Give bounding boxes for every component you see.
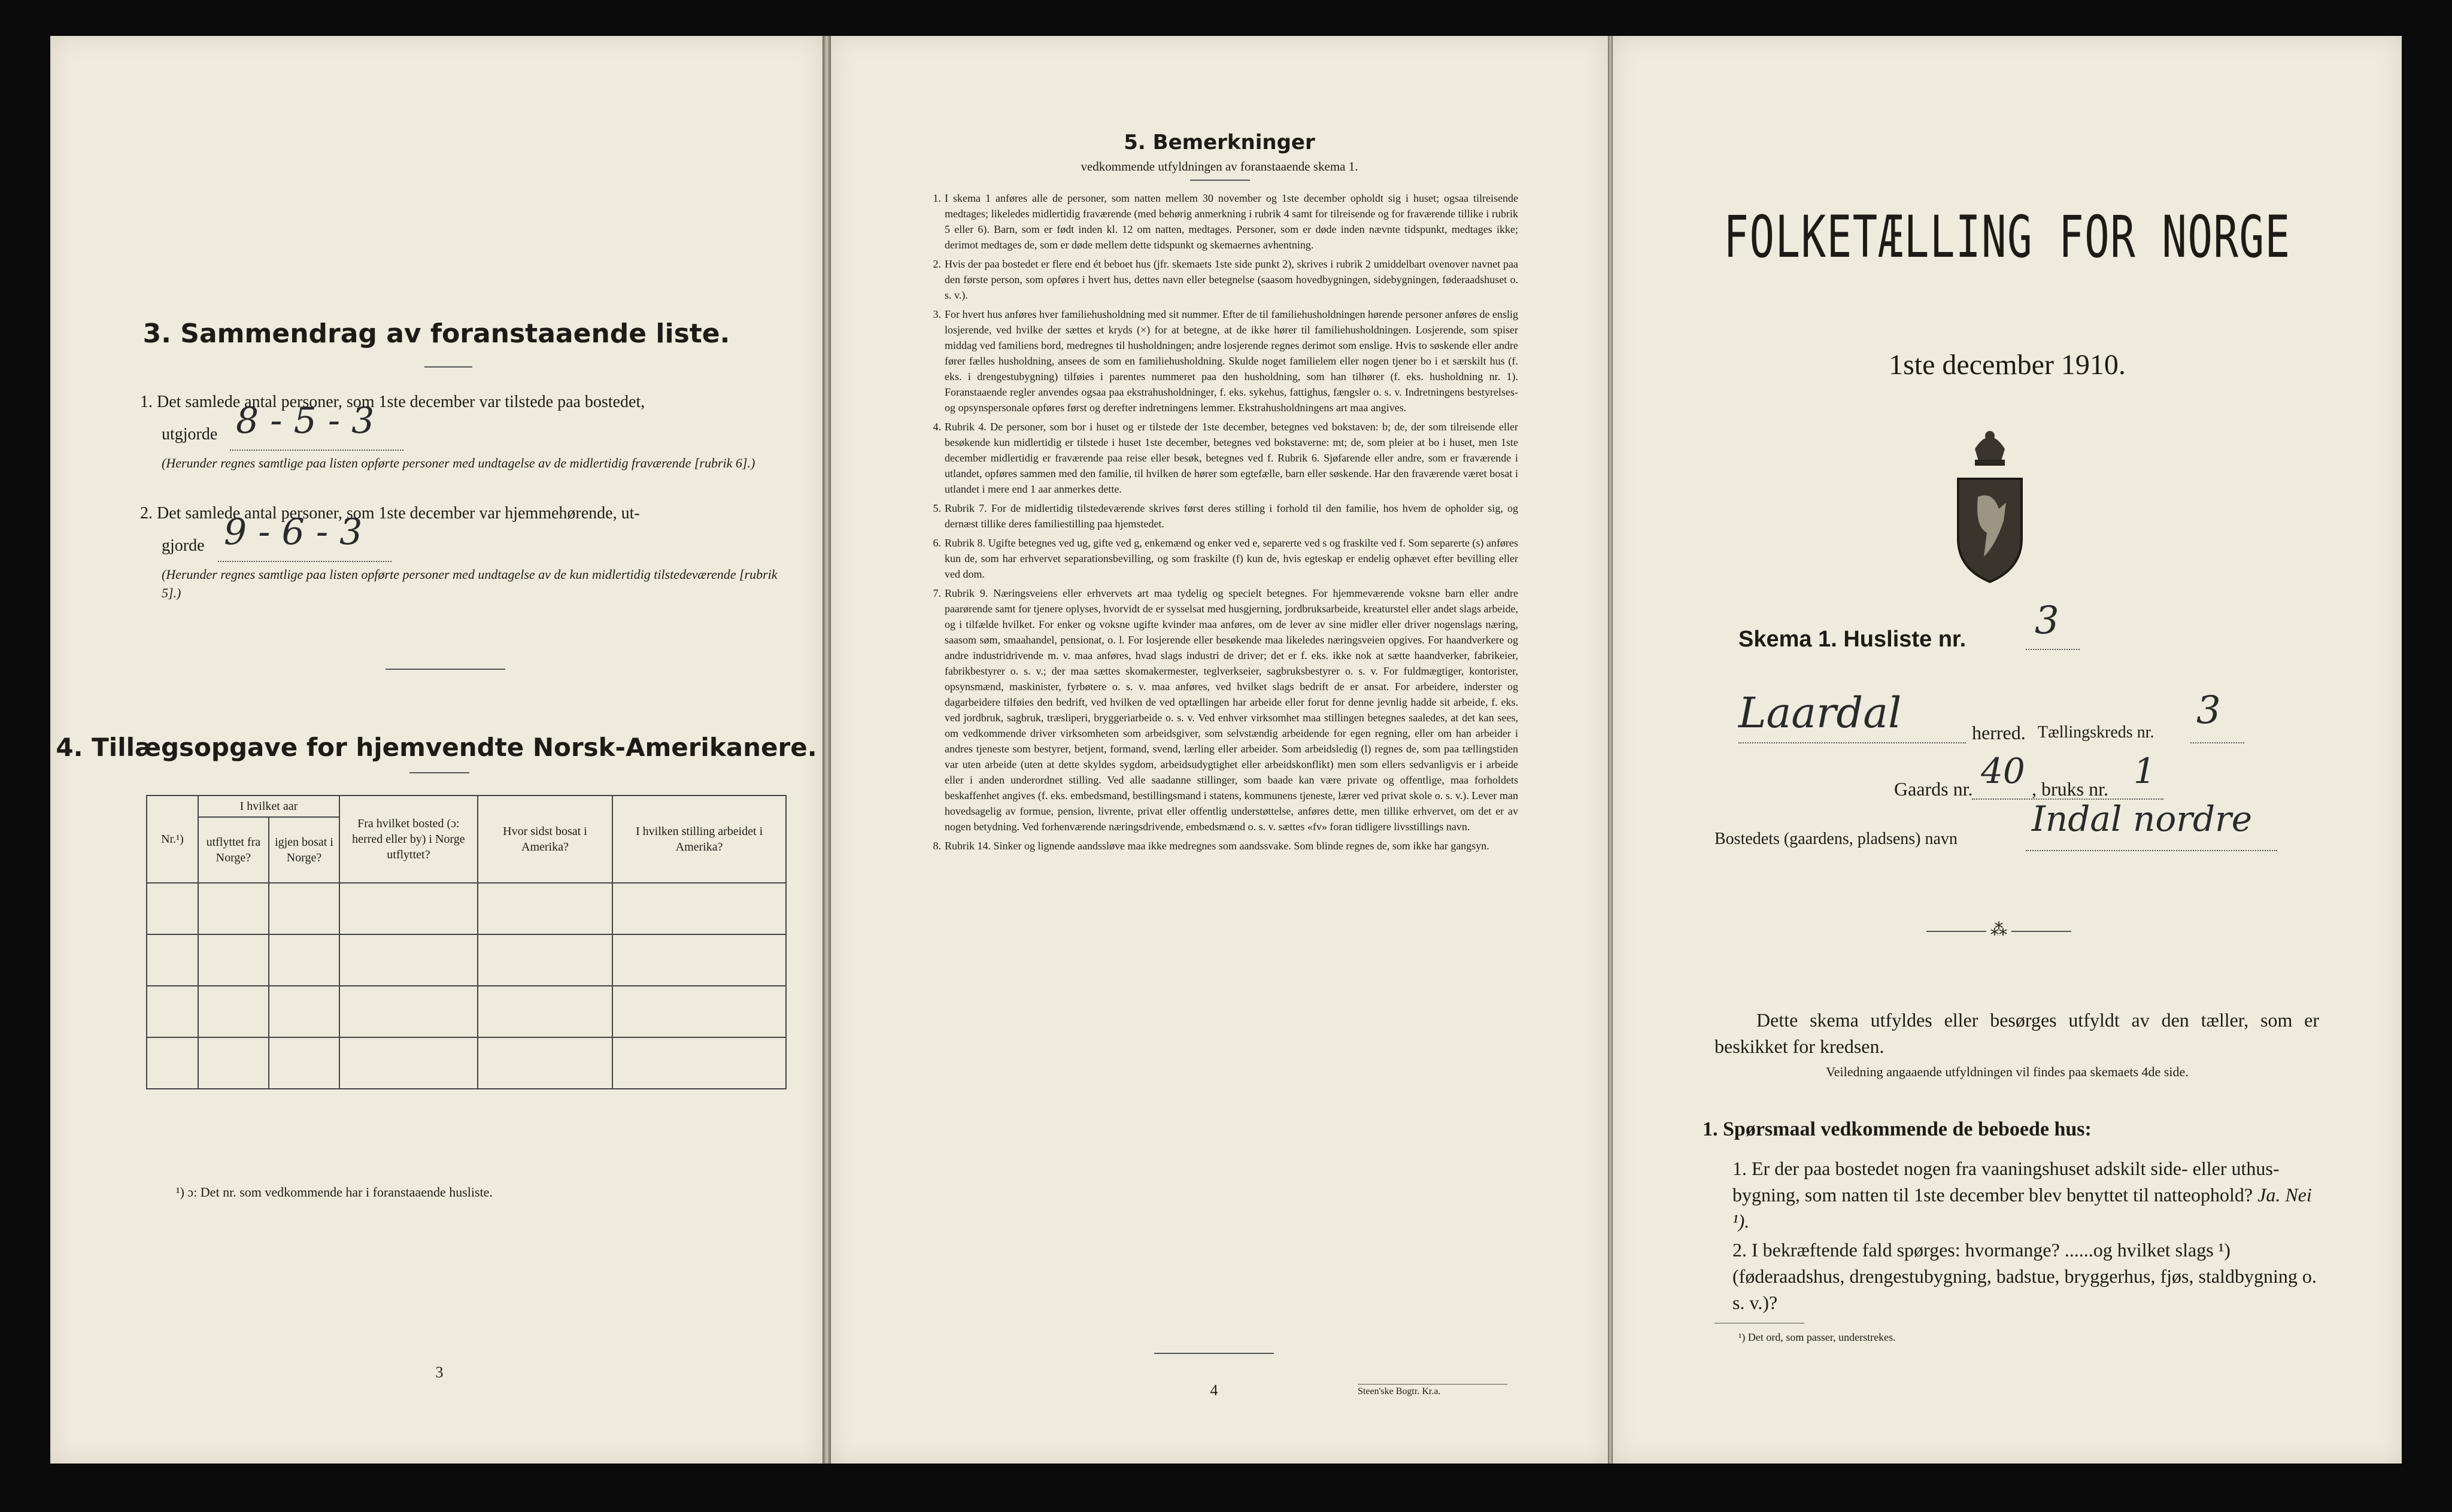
- q1-label: utgjorde: [162, 425, 218, 444]
- remark-text: Rubrik 7. For de midlertidig tilstedeværende skrives først deres stilling i forhold til den familie, hos hvem de opholder sig, og dernæst tillike deres familiestilling paa hjemstedet.: [945, 502, 1518, 530]
- q1-text: 1. Det samlede antal personer, som 1ste december var tilstede paa bostedet,: [140, 393, 645, 411]
- info-text: Dette skema utfyldes eller besørges utfyldt av den tæller, som er beskikket for kredsen.: [1714, 1009, 2319, 1057]
- page-fold: [823, 36, 831, 1464]
- bemerkninger-title: 5. Bemerkninger: [1124, 130, 1315, 154]
- remark-item: [920, 585, 1518, 834]
- page-4: [831, 36, 1608, 1464]
- bemerkninger-list: [920, 190, 1518, 857]
- main-title: FOLKETÆLLING FOR NORGE: [1723, 204, 2291, 271]
- bruks-label: , bruks nr.: [2032, 778, 2108, 800]
- table-row: [147, 986, 786, 1037]
- divider: [386, 669, 505, 670]
- remark-number: 7.: [933, 587, 941, 599]
- table-footnote: ¹) ɔ: Det nr. som vedkommende har i foranstaaende husliste.: [176, 1185, 493, 1200]
- page-fold: [1608, 36, 1613, 1464]
- bosted-handwritten: Indal nordre: [2032, 798, 2253, 839]
- remark-number: 6.: [933, 537, 941, 549]
- col-nr: Nr.¹): [147, 796, 198, 883]
- remark-item: [920, 535, 1518, 582]
- ornament: ⁂: [1924, 919, 2074, 940]
- remark-text: Rubrik 14. Sinker og lignende aandssløve maa ikke medregnes som aandssvake. Som blinde regnes de, som ikke har gangsyn.: [945, 840, 1489, 852]
- husliste-handwritten: 3: [2035, 599, 2059, 643]
- remark-item: [920, 306, 1518, 415]
- info-guide: Veiledning angaaende utfyldningen vil findes paa skemaets 4de side.: [1826, 1064, 2189, 1079]
- remark-item: [920, 256, 1518, 303]
- remark-number: 2.: [933, 258, 941, 270]
- q2-text: 2. Det samlede antal personer, som 1ste december var hjemmehørende, ut-: [140, 504, 640, 523]
- col-from: Fra hvilket bosted (ɔ: herred eller by) i Norge utflyttet?: [339, 796, 478, 883]
- printer-imprint: Steen'ske Bogtr. Kr.a.: [1358, 1386, 1441, 1396]
- question-1-answer: Ja. Nei ¹).: [1732, 1184, 2312, 1232]
- remark-item: [920, 838, 1518, 854]
- gaards-label: Gaards nr.: [1894, 778, 1973, 800]
- col-back: igjen bosat i Norge?: [269, 817, 339, 883]
- table-row: [147, 934, 786, 986]
- remark-number: 4.: [933, 421, 941, 433]
- norway-coat-of-arms-icon: [1951, 425, 2029, 587]
- sec3-title: 3. Sammendrag av foranstaaende liste.: [142, 318, 730, 349]
- table-row: [147, 1037, 786, 1089]
- sec4-title: 4. Tillægsopgave for hjemvendte Norsk-Amerikanere.: [56, 733, 817, 762]
- page-number: 3: [435, 1364, 444, 1381]
- remark-number: 1.: [933, 192, 941, 204]
- table-row: [147, 883, 786, 934]
- q2-label: gjorde: [162, 536, 205, 555]
- remark-text: Rubrik 8. Ugifte betegnes ved ug, gifte ved g, enkemænd og enker ved e, separerte ved s og fraskilte ved f. Som separerte (s) anføres kun de, som har erhvervet separationsbevilling, og som fraskilte (f) kun de, hvis egteskap er endelig ophævet efter bevilling eller ved dom.: [945, 537, 1518, 580]
- schema-label: Skema 1. Husliste nr.: [1738, 627, 1967, 652]
- col-where: Hvor sidst bosat i Amerika?: [478, 796, 612, 883]
- divider: [424, 366, 472, 368]
- page-1: [1613, 36, 2402, 1464]
- page-3: [50, 36, 823, 1464]
- col-group: I hvilket aar: [198, 796, 339, 817]
- bemerkninger-subtitle: vedkommende utfyldningen av foranstaaende skema 1.: [1081, 159, 1358, 174]
- question-2: 2. I bekræftende fald spørges: hvormange? ......og hvilket slags ¹) (føderaadshus, drengestubygning, badstue, bryggerhus, fjøs, staldbygning o. s. v.)?: [1732, 1239, 2317, 1313]
- page-1-footnote: ¹) Det ord, som passer, understrekes.: [1738, 1331, 1896, 1343]
- norsk-amerikanere-table: [146, 795, 787, 1089]
- krets-label: Tællingskreds nr.: [2038, 723, 2154, 742]
- q1-note: (Herunder regnes samtlige paa listen opførte personer med undtagelse av de midlertidig fraværende [rubrik 6].): [162, 456, 755, 470]
- questions-heading: 1. Spørsmaal vedkommende de beboede hus:: [1703, 1118, 2092, 1140]
- remark-text: Rubrik 4. De personer, som bor i huset og er tilstede der 1ste december, betegnes ved bokstaven: b; de, der som tilreisende eller besøkende kun midlertidig er tilstede i huset 1ste december, betegnes ved bokstaverne: mt; de, som pleier at bo i huset, men 1ste december midlertidig er fraværende paa reise eller besøk, betegnes ved f. Rubrik 6. Sjøfarende eller andre, som er fraværende i utlandet, opføres sammen med den familie, til hvilken de hører som egtefælle, barn eller søskende. Har den fraværende været bosat i utlandet i mere end 1 aar anmerkes dette.: [945, 421, 1518, 495]
- q2-handwritten: 9 - 6 - 3: [224, 511, 363, 553]
- remark-text: For hvert hus anføres hver familiehusholdning med sit nummer. Efter de til familiehusholdningen hørende personer anføres de enslig losjerende, ved hvilke der sættes et kryds (×) for at betegne, at de ikke hører til familiehusholdningen. Losjerende, som spiser middag ved familiens bord, medregnes til husholdningen; andre losjerende regnes derimot som enslige. Hvis to søskende eller andre fører fælles husholdning, ansees de som en familiehusholdning. Skulde noget familielem eller nogen tjener bo i et særskilt hus (f. eks. i drengestubygning) tilføies i parentes nummeret paa den husholdning, som han tilhører (f. eks. husholdning nr. 1). Foranstaaende regler anvendes ogsaa paa ekstrahusholdninger, f. eks. sykehus, fattighus, fængsler o. s. v. Indretningens bestyrelses- og opsynspersonale opføres først og derefter indretningens lemmer. Ekstrahusholdningens art maa angives.: [945, 308, 1518, 414]
- bosted-label: Bostedets (gaardens, pladsens) navn: [1714, 830, 1958, 848]
- remark-number: 3.: [933, 308, 941, 320]
- date-line: 1ste december 1910.: [1889, 349, 2126, 381]
- gaards-handwritten: 40: [1981, 751, 2025, 791]
- q1-handwritten: 8 - 5 - 3: [236, 400, 375, 442]
- remark-text: Hvis der paa bostedet er flere end ét beboet hus (jfr. skemaets 1ste side punkt 2), skrives i rubrik 2 umiddelbart ovenover navnet paa den første person, som opføres i hvert hus, dettes navn eller betegnelse (saasom hovedbygningen, sidebygningen, føderaadshuset o. s. v.).: [945, 258, 1518, 301]
- remark-text: Rubrik 9. Næringsveiens eller erhvervets art maa tydelig og specielt betegnes. For hjemmeværende voksne barn eller andre paarørende samt for tjenere oplyses, hvorvidt de er sysselsat med husgjerning, jordbruksarbeide, kreaturstel eller andet slags arbeide, og i tilfælde hvilket. For enker og voksne ugifte kvinder maa anføres, om de lever av sine midler eller driver nogenslags næring, saasom søm, smaahandel, pensionat, o. l. For losjerende eller besøkende maa likeledes næringsveien opgives. For haandverkere og andre industridrivende m. v. maa anføres, hvad slags industri de driver; det er f. eks. ikke nok at sætte haandverker, fabrikeier, fabrikbestyrer o. s. v.; der maa sættes skomakermester, teglverkseier, sagbruksbestyrer o. s. v. For fuldmægtiger, kontorister, opsynsmænd, maskinister, fyrbøtere o. s. v. maa anføres, ved hvilket slags bedrift de er ansat. For arbeidere, inderster og dagarbeidere tilføies den bedrift, ved hvilken de ved optællingen har arbeide eller forut for denne jevnlig hadde sit arbeide, f. eks. ved jordbruk, sagbruk, træsliperi, bryggeriarbeide o. s. v. Ved enhver virksomhet maa stillingen betegnes saaledes, at det kan sees, om vedkommende driver virksomheten som arbeidsgiver, som selvstændig arbeidende for egen regning, eller om han arbeider i andres tjeneste som bestyrer, betjent, formand, svend, lærling eller arbeider. Som arbeidsledig (l) regnes de, som paa tællingstiden var uten arbeide (uten at dette skyldes sygdom, arbeidsudygtighet eller arbeidskonflikt) men som ellers sedvanligvis er i arbeide eller i anden underordnet stilling. Ved alle saadanne stillinger, som baade kan være private og offentlige, maa forholdets beskaffenhet angives (f. eks. embedsmand, bestillingsmand i statens, kommunens tjeneste, lærer ved privat skole o. s. v.). Lever man hovedsagelig av formue, pension, livrente, privat eller offentlig understøttelse, anføres dette, men tillike erhvervet, om det er av nogen betydning. Ved forhenværende næringsdrivende, embedsmænd o. s. v. sættes «fv» foran tidligere livsstillings navn.: [945, 587, 1518, 833]
- page-number: 4: [1210, 1382, 1218, 1399]
- remark-item: [920, 190, 1518, 253]
- question-1: 1. Er der paa bostedet nogen fra vaaningshuset adskilt side- eller uthus-bygning, som natten til 1ste december blev benyttet til natteophold? Ja. Nei ¹).: [1732, 1158, 2312, 1232]
- bruks-handwritten: 1: [2134, 751, 2156, 791]
- col-job: I hvilken stilling arbeidet i Amerika?: [612, 796, 786, 883]
- q2-note: (Herunder regnes samtlige paa listen opførte personer med undtagelse av de kun midlertidig tilstedeværende [rubrik 5].): [162, 567, 778, 600]
- remark-number: 8.: [933, 840, 941, 852]
- krets-handwritten: 3: [2196, 688, 2221, 733]
- remark-text: I skema 1 anføres alle de personer, som natten mellem 30 november og 1ste december opholdt sig i huset; ogsaa tilreisende medtages; likeledes midlertidig fraværende (med behørig anmerkning i rubrik 4 samt for tilreisende og for fraværende tillike i rubrik 5 eller 6). Barn, som er født inden kl. 12 om natten, medtages. Personer, som er døde inden nævnte tidspunkt, medtages ikke; derimot medtages de, som er døde mellem dette tidspunkt og skemaernes avhentning.: [945, 192, 1518, 251]
- herred-handwritten: Laardal: [1738, 688, 1902, 737]
- remark-number: 5.: [933, 502, 941, 514]
- divider: [409, 772, 469, 773]
- remark-item: [920, 419, 1518, 497]
- remark-item: [920, 500, 1518, 532]
- col-out: utflyttet fra Norge?: [198, 817, 269, 883]
- herred-label: herred.: [1972, 722, 2026, 743]
